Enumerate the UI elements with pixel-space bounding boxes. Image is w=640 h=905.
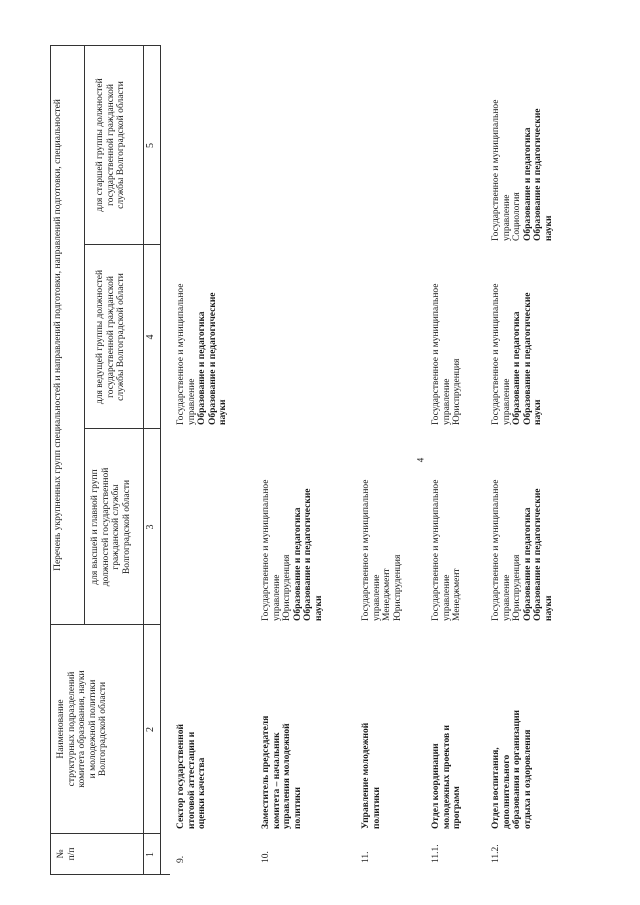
col-number-2: 2 — [145, 727, 156, 732]
specialty-item: Государственное и муниципальное управление — [431, 479, 452, 621]
specialty-item: Образование и педагогические науки — [533, 108, 554, 241]
specialty-item: Юриспруденция — [282, 554, 292, 621]
specialty-item: Образование и педагогические науки — [522, 292, 543, 425]
specialty-item: Образование и педагогические науки — [207, 292, 228, 425]
row-number: 10. — [261, 851, 271, 863]
header-senior: для старшей группы должностей государственной гражданской службы Волгоградской области — [95, 78, 126, 212]
specialty-item: Государственное и муниципальное управление — [491, 99, 512, 241]
specialty-item: Образование и педагогика — [197, 311, 207, 425]
specialty-item: Государственное и муниципальное управление — [491, 479, 512, 621]
specialty-list-high — [361, 471, 403, 621]
row-number: 11.1. — [431, 844, 441, 863]
row-number: 11.2. — [491, 844, 501, 863]
specialty-item: Менеджмент — [382, 568, 392, 621]
header-name: Наименование структурных подразделений комитета образования, науки и молодежной политики Волгоградской области — [56, 670, 108, 788]
specialty-item: Социология — [512, 192, 522, 241]
col-divider-1 — [50, 833, 160, 834]
col-divider-2 — [50, 624, 160, 625]
specialty-item: Менеджмент — [452, 568, 462, 621]
specialty-item: Образование и педагогика — [522, 127, 533, 241]
specialty-item: Государственное и муниципальное управление — [361, 479, 382, 621]
specialty-item: Юриспруденция — [452, 358, 462, 425]
subdivision-name: Сектор государственной итоговой аттестации и оценки качества — [176, 724, 207, 829]
row-number: 11. — [361, 851, 371, 863]
header-list: Перечень укрупненных групп специальностей и направлений подготовки, направлений подготовки, специальностей — [53, 99, 63, 571]
specialty-item: Образование и педагогические науки — [533, 488, 554, 621]
specialty-list-high — [491, 471, 554, 621]
specialty-list-lead — [431, 275, 463, 425]
header-lead: для ведущей группы должностей государственной гражданской службы Волгоградской области — [95, 269, 126, 405]
number-row-bottomline — [160, 45, 161, 875]
table-border-right — [50, 45, 160, 46]
specialty-item: Государственное и муниципальное управление — [176, 283, 197, 425]
col-number-3: 3 — [145, 524, 156, 530]
subdivision-name: Отдел воспитания, дополнительного образования и организации отдыха и оздоровления — [491, 709, 533, 829]
subdivision-name: Отдел координации молодежных проектов и программ — [431, 725, 462, 829]
col-number-5: 5 — [145, 143, 156, 148]
table-border-top — [50, 45, 51, 875]
specialty-item: Государственное и муниципальное управление — [491, 283, 512, 425]
specialty-list-lead — [176, 275, 229, 425]
header-bottomline — [143, 45, 144, 875]
specialty-item: Образование и педагогика — [292, 507, 303, 621]
row-number: 9. — [176, 855, 186, 863]
specialty-item: Государственное и муниципальное управление — [261, 479, 282, 621]
specialty-item: Юриспруденция — [512, 554, 522, 621]
specialty-item: Образование и педагогические науки — [303, 488, 324, 621]
col-number-4: 4 — [145, 334, 156, 340]
specialty-item: Образование и педагогика — [512, 311, 522, 425]
specialty-list-lead — [491, 275, 544, 425]
col-number-1: 1 — [145, 852, 156, 857]
specialty-item: Государственное и муниципальное управление — [431, 283, 452, 425]
subdivision-name: Заместитель председателя комитета – начальник управления молодежной политики — [261, 715, 303, 829]
subdivision-name: Управление молодежной политики — [361, 722, 382, 829]
header-high: для высшей и главной групп должностей государственной гражданской службы Волгоградской области — [90, 467, 132, 587]
page-number: 4 — [415, 457, 426, 463]
specialty-list-high — [431, 471, 463, 621]
specialty-item: Юриспруденция — [392, 554, 403, 621]
specialty-item: Образование и педагогика — [522, 507, 533, 621]
header-subline — [84, 45, 85, 625]
specialty-list-high — [261, 471, 324, 621]
specialty-list-senior — [491, 91, 554, 241]
header-no: № п/п — [56, 847, 77, 861]
rotated-table-sheet — [40, 45, 554, 875]
